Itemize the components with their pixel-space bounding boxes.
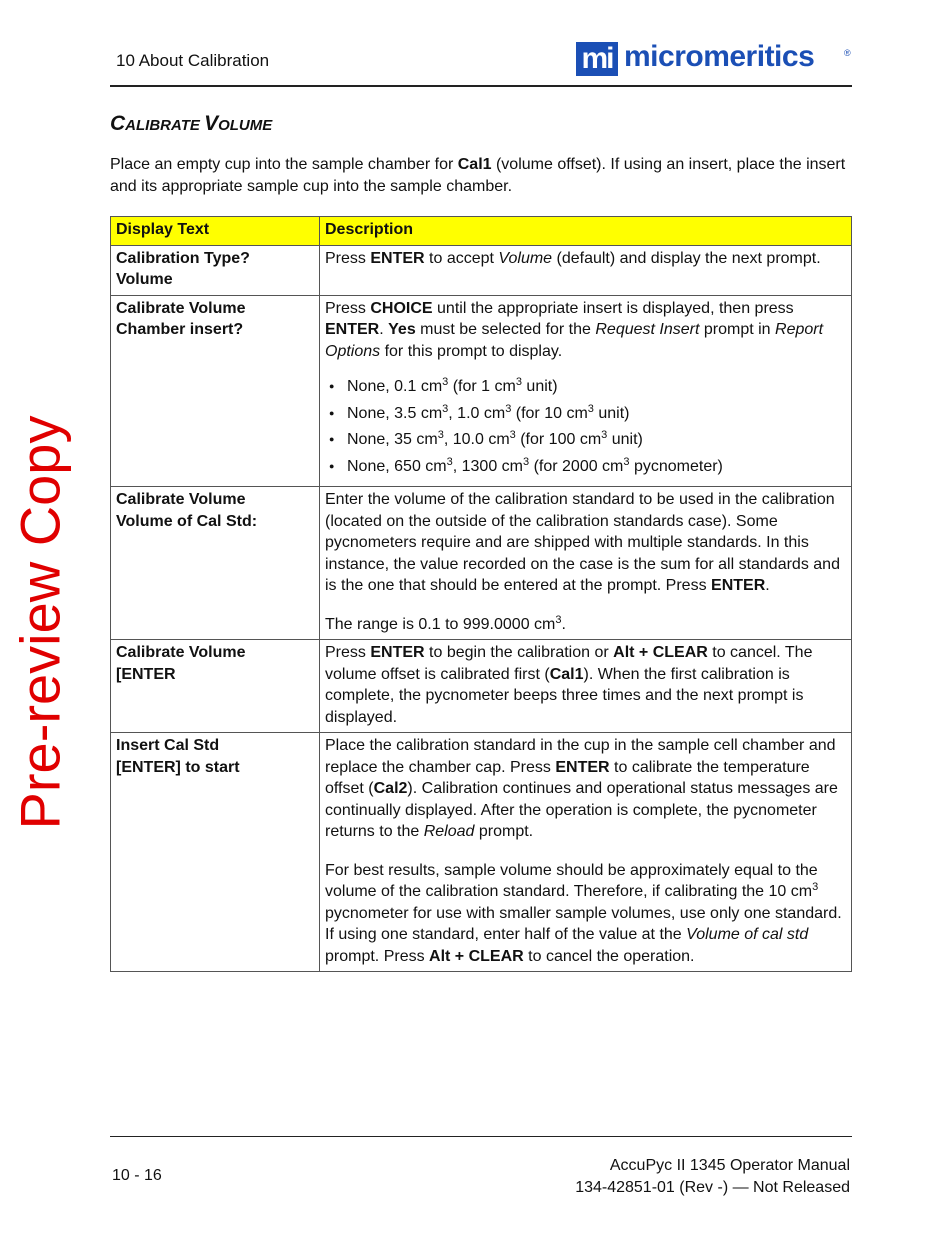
logo-mark-icon: mi [576, 42, 618, 76]
display-text-cell: Insert Cal Std [ENTER] to start [111, 733, 320, 972]
list-item: ● None, 0.1 $cm^3$ (for 1 $cm^3$ unit) [325, 376, 846, 398]
list-item: ● None, 35 $cm^3$, 10.0 $cm^3$ (for 100 $cm^3$ unit) [325, 429, 846, 451]
section-title: CALIBRATE VOLUME [110, 112, 273, 135]
pre-review-watermark: Pre-review Copy [8, 415, 72, 830]
running-header: 10 About Calibration [116, 51, 270, 70]
display-text-cell: Calibrate Volume Volume of Cal Std: [111, 487, 320, 640]
list-item: ● None, 650 $cm^3$, 1300 $cm^3$ (for 2000 $cm^3$ pycnometer) [325, 456, 846, 478]
list-item: ● None, 3.5 $cm^3$, 1.0 $cm^3$ (for 10 $cm^3$ unit) [325, 403, 846, 425]
table-row [111, 245, 852, 295]
description-cell: Enter the volume of the calibration standard to be used in the calibration (located on the outside of the calibration standards case). Some pycnometers require and are shipped with multiple standards. In this instance, the value recorded on the case is the sum for all standards and is the one that should be entered at the prompt. Press ENTER. The range is 0.1 to 999.0000 $cm^3$. [320, 487, 852, 640]
intro-paragraph: Place an empty cup into the sample chamber for Cal1 (volume offset). If using an insert, place the insert and its appropriate sample cup into the sample chamber. [110, 156, 846, 195]
logo-wordmark: micromeritics [624, 40, 815, 73]
insert-options-list [325, 376, 846, 477]
column-header-description: Description [320, 217, 852, 246]
registered-mark: ® [844, 48, 851, 58]
micromeritics-logo [576, 42, 851, 80]
table-row [111, 733, 852, 972]
page-number: 10 - 16 [112, 1167, 162, 1184]
table-row [111, 295, 852, 487]
table-row [111, 487, 852, 640]
table-row [111, 640, 852, 733]
table-header-row [111, 217, 852, 246]
calibration-table [110, 216, 852, 972]
display-text-cell: Calibration Type? Volume [111, 245, 320, 295]
description-cell: Press ENTER to begin the calibration or Alt + CLEAR to cancel. The volume offset is calibrated first (Cal1). When the first calibration is complete, the pycnometer beeps three times and the next prompt is displayed. [320, 640, 852, 733]
display-text-cell: Calibrate Volume Chamber insert? [111, 295, 320, 487]
description-cell: Place the calibration standard in the cup in the sample cell chamber and replace the chamber cap. Press ENTER to calibrate the temperature offset (Cal2). Calibration continues and operational status messages are continually displayed. After the operation is complete, the pycnometer returns to the Reload prompt. For best results, sample volume should be approximately equal to the volume of the calibration standard. Therefore, if calibrating the 10 $cm^3$ pycnometer for use with smaller sample volumes, use only one standard. If using one standard, enter half of the value at the Volume of cal std prompt. Press Alt + CLEAR to cancel the operation. [320, 733, 852, 972]
column-header-display-text: Display Text [111, 217, 320, 246]
manual-title: AccuPyc II 1345 Operator Manual [609, 1157, 850, 1174]
description-cell: Press ENTER to accept Volume (default) and display the next prompt. [320, 245, 852, 295]
document-number: 134-42851-01 (Rev -) — Not Released [575, 1179, 850, 1196]
description-cell: Press CHOICE until the appropriate insert is displayed, then press ENTER. Yes must be selected for the Request Insert prompt in Report Options for this prompt to display. ● None, 0.1 $cm^3$ (for 1 $cm^3$ unit) ● None, 3.5 $cm^3$, 1.0 $cm^3$ (for 10 $cm^3$ unit) ● None, 35 $cm^3$, 10.0 $cm^3$ (for 100 $cm^3$ unit) ● None, 650 $cm^3$, 1300 $cm^3$ (for 2000 $cm^3$ pycnometer) [320, 295, 852, 487]
footer-rule [110, 1136, 852, 1137]
display-text-cell: Calibrate Volume [ENTER [111, 640, 320, 733]
footer-doc-info [575, 1155, 850, 1199]
header-rule [110, 85, 852, 87]
